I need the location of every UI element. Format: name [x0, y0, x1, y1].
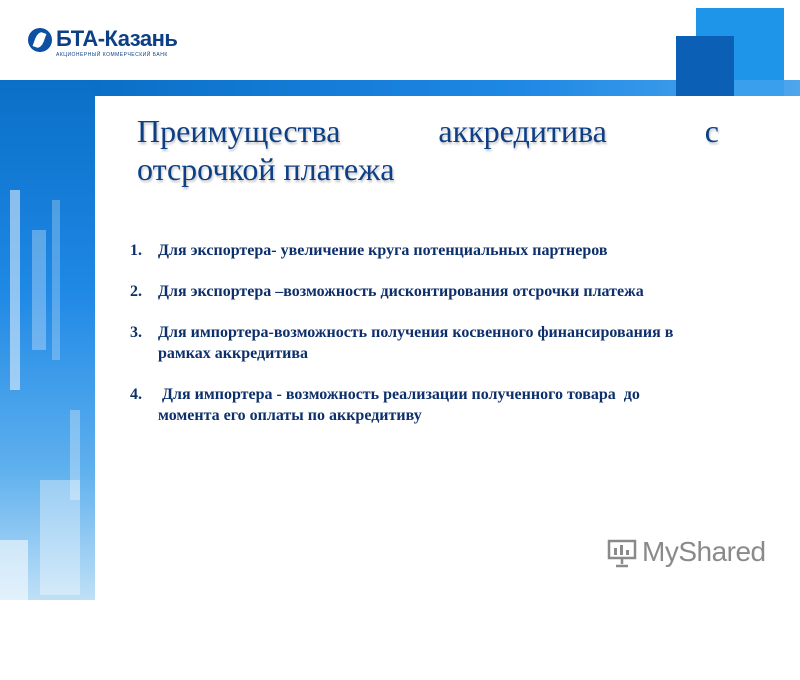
item-number: 1.: [130, 242, 142, 259]
item-number: 2.: [130, 283, 142, 300]
title-word: с: [704, 113, 719, 149]
item-text: Для импортера - возможность реализации полученного товара до момента его оплаты по аккредитиву: [158, 386, 644, 424]
item-text: Для экспортера –возможность дисконтирования отсрочки платежа: [158, 283, 644, 300]
benefits-list: [130, 240, 690, 446]
list-item: [130, 240, 690, 261]
list-item: [130, 281, 690, 302]
decor-stripe: [0, 540, 28, 680]
item-number: 3.: [130, 324, 142, 341]
logo-name: БТА-Казань: [56, 26, 178, 51]
decor-stripe: [10, 190, 20, 390]
item-text: Для экспортера- увеличение круга потенциальных партнеров: [158, 242, 608, 259]
logo-subtitle: АКЦИОНЕРНЫЙ КОММЕРЧЕСКИЙ БАНК: [56, 52, 168, 58]
item-number: 4.: [130, 386, 142, 403]
list-item: [130, 384, 690, 426]
logo-icon: [28, 28, 52, 52]
title-word: аккредитива: [438, 113, 607, 149]
title-line2: отсрочкой платежа: [137, 151, 395, 187]
title-word: Преимущества: [137, 113, 341, 149]
slide-title: [137, 112, 719, 188]
decor-square: [676, 36, 734, 96]
watermark-text: MyShared: [642, 536, 766, 567]
left-decorative-panel: [0, 80, 95, 600]
item-text: Для импортера-возможность получения косвенного финансирования в рамках аккредитива: [158, 324, 674, 362]
watermark: [606, 536, 766, 568]
decor-stripe: [32, 230, 46, 350]
bank-logo: [28, 26, 177, 58]
decor-square: [734, 80, 784, 96]
presentation-icon: [606, 536, 638, 568]
decor-stripe: [70, 410, 80, 500]
decor-stripe: [52, 200, 60, 360]
list-item: [130, 322, 690, 364]
